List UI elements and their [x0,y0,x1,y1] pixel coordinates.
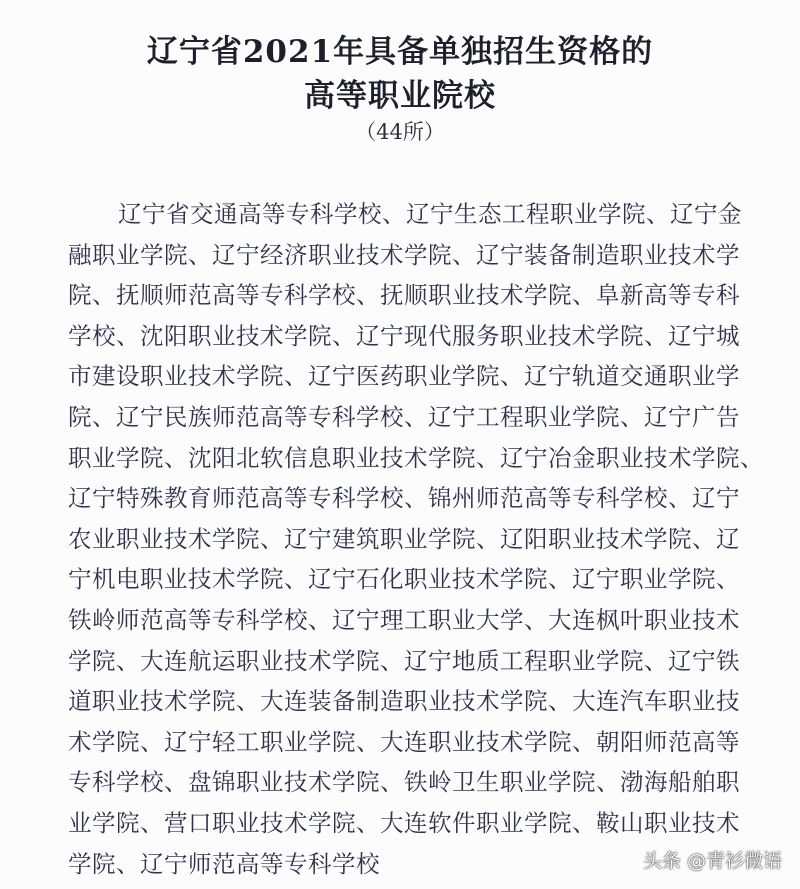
paragraph-line: 农业职业技术学院、辽宁建筑职业学院、辽阳职业技术学院、辽 [68,524,740,553]
paragraph-line: 铁岭师范高等专科学校、辽宁理工职业大学、大连枫叶职业技术 [68,605,740,634]
school-list-paragraph [68,194,764,884]
paragraph-line: 院、抚顺师范高等专科学校、抚顺职业技术学院、阜新高等专科 [68,281,740,310]
paragraph-line: 道职业技术学院、大连装备制造职业技术学院、大连汽车职业技 [68,687,740,716]
paragraph-line: 融职业学院、辽宁经济职业技术学院、辽宁装备制造职业技术学 [68,240,740,269]
paragraph-line: 业学院、营口职业技术学院、大连软件职业学院、鞍山职业技术 [68,808,740,837]
document-title-line-1: 辽宁省2021年具备单独招生资格的 [146,34,654,70]
school-count: （44所） [355,120,445,144]
paragraph-line: 术学院、辽宁轻工职业学院、大连职业技术学院、朝阳师范高等 [68,727,740,756]
paragraph-line: 学院、大连航运职业技术学院、辽宁地质工程职业学院、辽宁铁 [68,646,740,675]
paragraph-line: 宁机电职业技术学院、辽宁石化职业技术学院、辽宁职业学院、 [68,565,740,594]
paragraph-line: 市建设职业技术学院、辽宁医药职业学院、辽宁轨道交通职业学 [68,362,740,391]
paragraph-line: 职业学院、沈阳北软信息职业技术学院、辽宁冶金职业技术学院、 [68,443,764,472]
paragraph-line: 学校、沈阳职业技术学院、辽宁现代服务职业技术学院、辽宁城 [68,321,740,350]
watermark: 头条 @青衫微语 [642,850,782,872]
paragraph-line: 辽宁省交通高等专科学校、辽宁生态工程职业学院、辽宁金 [118,200,742,228]
document-title-line-2: 高等职业院校 [304,78,496,114]
paragraph-line: 学院、辽宁师范高等专科学校 [68,849,380,878]
paragraph-line: 院、辽宁民族师范高等专科学校、辽宁工程职业学院、辽宁广告 [68,402,740,431]
paragraph-line: 辽宁特殊教育师范高等专科学校、锦州师范高等专科学校、辽宁 [68,484,740,513]
paragraph-line: 专科学校、盘锦职业技术学院、铁岭卫生职业学院、渤海船舶职 [68,768,740,797]
